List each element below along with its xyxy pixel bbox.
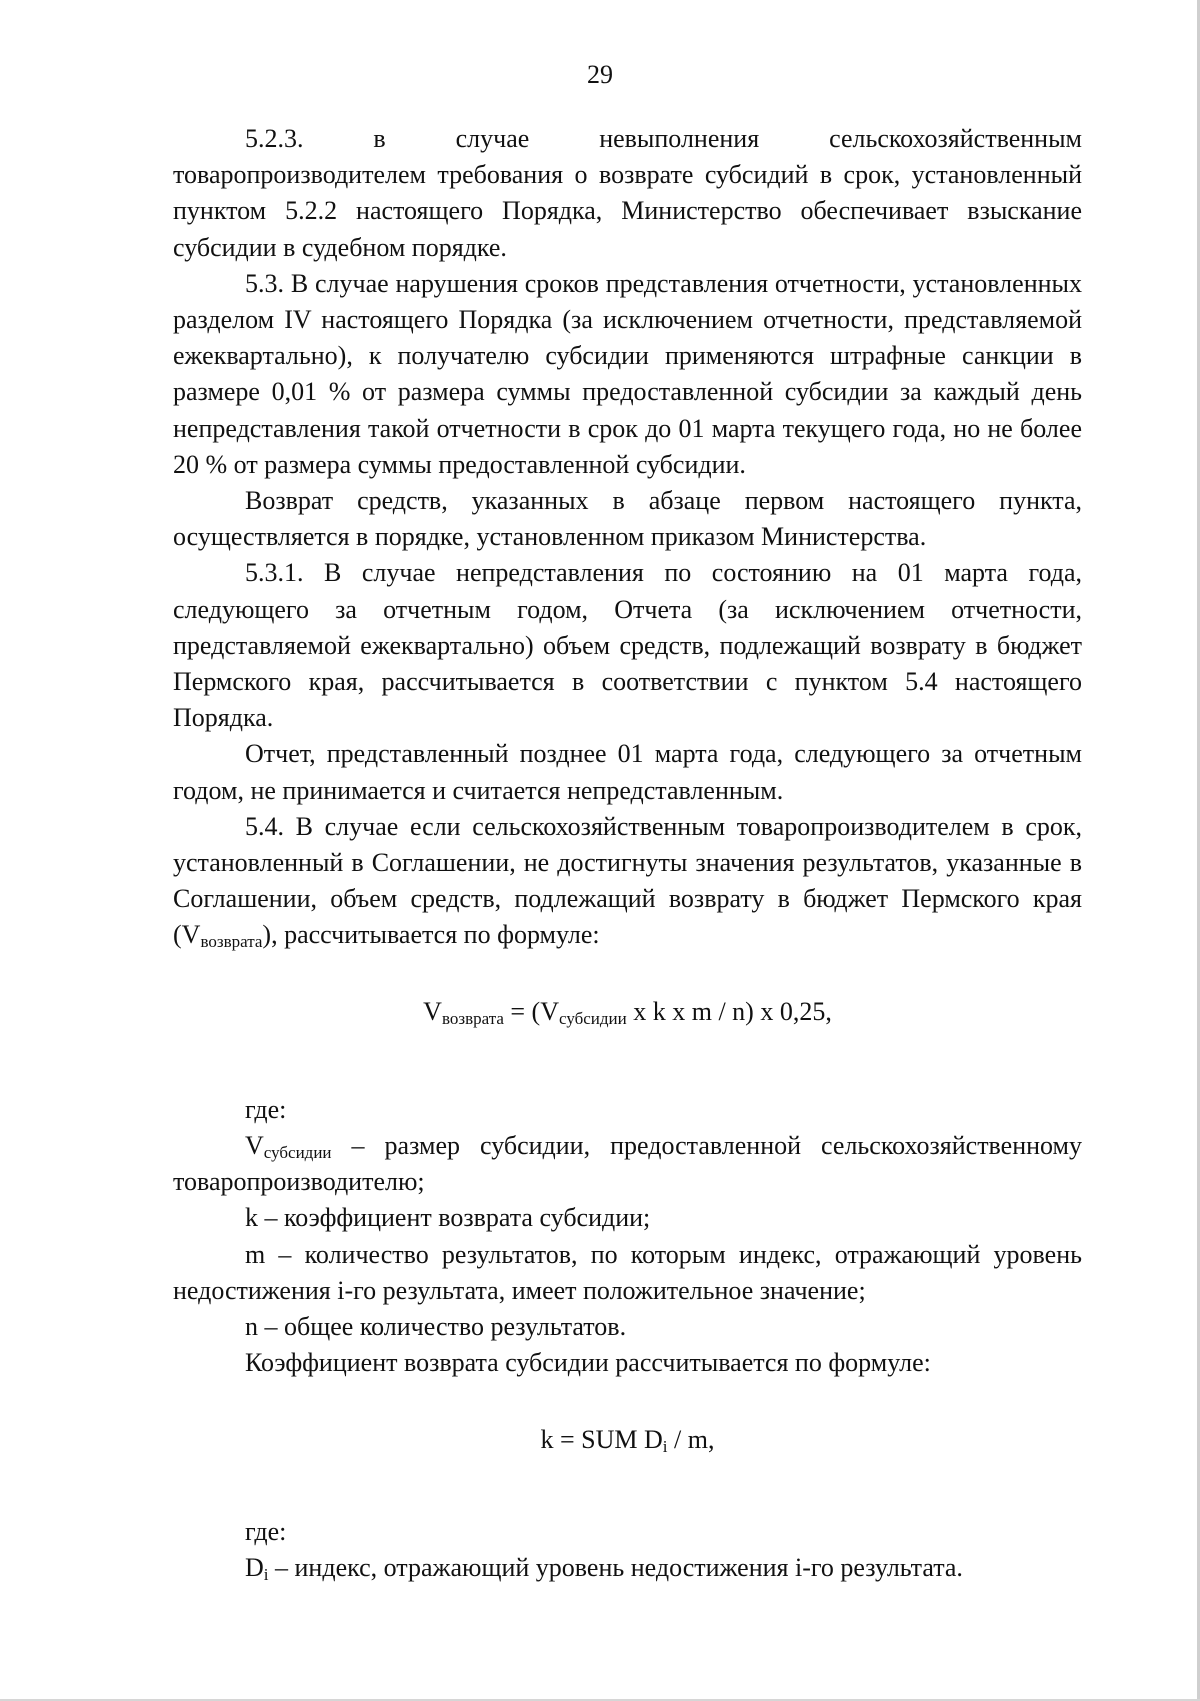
def-var: V <box>245 1131 264 1161</box>
paragraph-5-2-3: 5.2.3. в случае невыполнения сельскохозяйственным товаропроизводителем требования о возврате субсидий в срок, установленный пунктом 5.2.2 настоящего Порядка, Министерство обеспечивает взыскание субсидии в судебном порядке. <box>173 124 1082 262</box>
definition-n: n – общее количество результатов. <box>245 1312 627 1342</box>
formula2-head: k = SUM D <box>540 1424 663 1454</box>
coefficient-intro: Коэффициент возврата субсидии рассчитывается по формуле: <box>245 1348 931 1378</box>
definition-v-subsidy <box>173 1128 1082 1200</box>
def-subscript: субсидии <box>263 1143 332 1163</box>
paragraph-5-4-tail: ), рассчитывается по формуле: <box>262 920 600 950</box>
definition-k: k – коэффициент возврата субсидии; <box>245 1203 651 1233</box>
document-body <box>173 121 1082 1586</box>
paragraph-5-4 <box>173 809 1082 954</box>
paragraph-report-late: Отчет, представленный позднее 01 марта года, следующего за отчетным годом, не принимается и считается непредставленным. <box>173 739 1082 805</box>
formula-subscript-subsidy: субсидии <box>559 1008 627 1028</box>
formula-subscript: возврата <box>441 1008 504 1028</box>
formula2-subscript: i <box>662 1436 668 1456</box>
formula-coefficient <box>173 1422 1082 1458</box>
paragraph-5-3-1: 5.3.1. В случае непредставления по состоянию на 01 марта года, следующего за отчетным годом, Отчета (за исключением отчетности, представляемой ежеквартально) объем средств, подлежащий возврату в бюджет Пермского края, рассчитывается в соответствии с пунктом 5.4 настоящего Порядка. <box>173 558 1082 733</box>
definition-m: m – количество результатов, по которым индекс, отражающий уровень недостижения i-го результата, имеет положительное значение; <box>173 1239 1082 1305</box>
formula2-tail: / m, <box>667 1424 715 1454</box>
def-text: – размер субсидии, предоставленной сельскохозяйственному товаропроизводителю; <box>173 1131 1082 1197</box>
where-label-2: где: <box>245 1516 287 1546</box>
formula-tail: x k x m / n) x 0,25, <box>626 996 832 1026</box>
def-d-subscript: i <box>263 1564 269 1584</box>
formula-refund <box>173 994 1082 1030</box>
subscript-vozvrata: возврата <box>200 932 263 952</box>
paragraph-5-3: 5.3. В случае нарушения сроков представления отчетности, установленных разделом IV настоящего Порядка (за исключением отчетности, представляемой ежеквартально), к получателю субсидии применяются штрафные санкции в размере 0,01 % от размера суммы предоставленной субсидии за каждый день непредставления такой отчетности в срок до 01 марта текущего года, но не более 20 % от размера суммы предоставленной субсидии. <box>173 268 1082 479</box>
paragraph-5-4-text: 5.4. В случае если сельскохозяйственным товаропроизводителем в срок, установленный в Соглашении, не достигнуты значения результатов, указанные в Соглашении, объем средств, подлежащий возврату в бюджет Пермского края ( <box>173 811 1082 950</box>
var-v: V <box>181 920 201 950</box>
paragraph-refund: Возврат средств, указанных в абзаце первом настоящего пункта, осуществляется в порядке, установленном приказом Министерства. <box>173 486 1082 552</box>
where-label: где: <box>245 1094 287 1124</box>
def-d-text: – индекс, отражающий уровень недостижения i-го результата. <box>268 1552 963 1582</box>
formula-var: V <box>423 996 442 1026</box>
def-d-var: D <box>245 1552 264 1582</box>
definition-d <box>173 1550 1082 1586</box>
page-number: 29 <box>587 60 613 89</box>
formula-mid: = (V <box>503 996 559 1026</box>
